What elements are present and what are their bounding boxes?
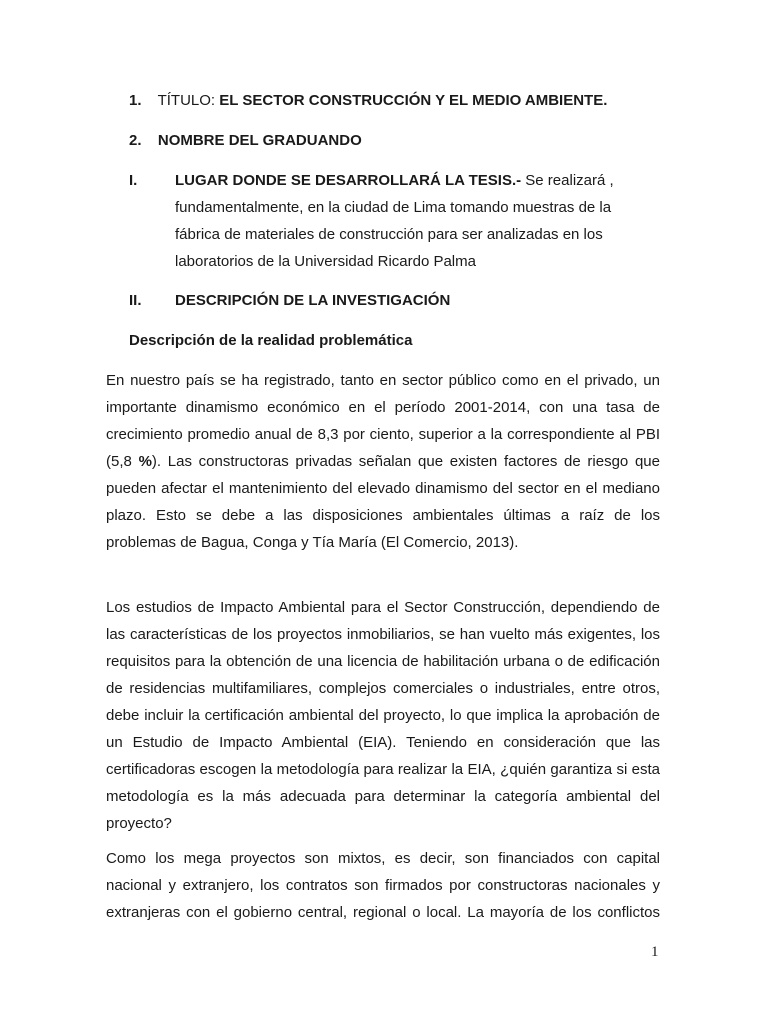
title-heading: [129, 92, 607, 110]
paragraph-line-wrap: [106, 399, 660, 417]
paragraph-line: nacional y extranjero, los contratos son firmados por constructoras nacionales y: [106, 877, 660, 894]
thesis-location-label: LUGAR DONDE SE DESARROLLARÁ LA TESIS.-: [175, 172, 522, 189]
paragraph-line: metodología es la más adecuada para determinar la categoría ambiental del: [106, 788, 660, 805]
paragraph-line: crecimiento promedio anual de 8,3 por ciento, superior a la correspondiente al PBI: [106, 426, 660, 443]
paragraph-line-mixed: [106, 453, 660, 471]
pbi-open: (5,8: [106, 453, 132, 470]
thesis-location-text: Se realizará ,: [525, 172, 614, 189]
paragraph-line-wrap: [106, 904, 660, 922]
paragraph-line-wrap: [106, 761, 660, 779]
paragraph-line: pueden afectar el mantenimiento del elevado dinamismo del sector en el mediano: [106, 480, 660, 497]
paragraph-line: Los estudios de Impacto Ambiental para el Sector Construcción, dependiendo de: [106, 599, 660, 616]
paragraph-line: En nuestro país se ha registrado, tanto en sector público como en el privado, un: [106, 372, 660, 389]
paragraph-line: problemas de Bagua, Conga y Tía María (El Comercio, 2013).: [106, 534, 519, 551]
paragraph-line: plazo. Esto se debe a las disposiciones ambientales últimas a raíz de los: [106, 507, 660, 524]
paragraph-line-wrap: [106, 734, 660, 752]
paragraph-line-wrap: [106, 626, 660, 644]
paragraph-line: requisitos para la obtención de una licencia de habilitación urbana o de edificación: [106, 653, 660, 670]
graduate-label: NOMBRE DEL GRADUANDO: [157, 132, 362, 149]
paragraph-line-wrap: [106, 453, 660, 471]
paragraph-line: Como los mega proyectos son mixtos, es decir, son financiados con capital: [106, 850, 660, 867]
paragraph-line: importante dinamismo económico en el período 2001-2014, con una tasa de: [106, 399, 660, 416]
paragraph-line: extranjeras con el gobierno central, regional o local. La mayoría de los conflictos: [106, 904, 660, 921]
heading-number: 1.: [129, 92, 142, 109]
paragraph-mega-projects: [106, 850, 660, 868]
paragraph-line-wrap: [106, 788, 660, 806]
paragraph-line: de residencias multifamiliares, complejos comerciales o industriales, entre otros,: [106, 680, 660, 697]
paragraph-line-wrap: [106, 653, 660, 671]
paragraph-line-wrap: [106, 680, 660, 698]
paragraph-line: certificadoras escogen la metodología para realizar la EIA, ¿quién garantiza si esta: [106, 761, 660, 778]
section-numeral-ii: II.: [129, 292, 142, 309]
paragraph-line: las características de los proyectos inmobiliarios, se han vuelto más exigentes, los: [106, 626, 660, 643]
page-number: 1: [651, 944, 659, 960]
paragraph-line-wrap: [106, 507, 660, 525]
paragraph-line-wrap: [106, 480, 660, 498]
paragraph-line-rest: ). Las constructoras privadas señalan que existen factores de riesgo que: [151, 453, 660, 470]
thesis-location-heading: [175, 172, 614, 190]
research-description-heading: DESCRIPCIÓN DE LA INVESTIGACIÓN: [175, 292, 451, 309]
section-numeral-i: I.: [129, 172, 138, 189]
paragraph-line-wrap: [106, 707, 660, 725]
paragraph-line-wrap: [106, 877, 660, 895]
thesis-location-line: fábrica de materiales de construcción para ser analizadas en los: [175, 226, 603, 243]
paragraph-impact-studies: [106, 599, 660, 617]
heading-number: 2.: [129, 132, 142, 149]
paragraph-line: debe incluir la certificación ambiental del proyecto, lo que implica la aprobación de: [106, 707, 660, 724]
thesis-location-line: laboratorios de la Universidad Ricardo Palma: [175, 253, 476, 270]
paragraph-line: proyecto?: [106, 815, 172, 832]
title-label: TÍTULO:: [157, 92, 216, 109]
paragraph-economic-growth: [106, 372, 660, 390]
percent-sign: %: [138, 453, 152, 470]
thesis-title: EL SECTOR CONSTRUCCIÓN Y EL MEDIO AMBIENTE.: [219, 92, 608, 109]
paragraph-line-wrap: [106, 426, 660, 444]
paragraph-line: un Estudio de Impacto Ambiental (EIA). Teniendo en consideración que las: [106, 734, 660, 751]
thesis-location-line: fundamentalmente, en la ciudad de Lima tomando muestras de la: [175, 199, 612, 216]
problem-reality-subheading: Descripción de la realidad problemática: [129, 332, 413, 349]
graduate-heading: [129, 132, 362, 150]
